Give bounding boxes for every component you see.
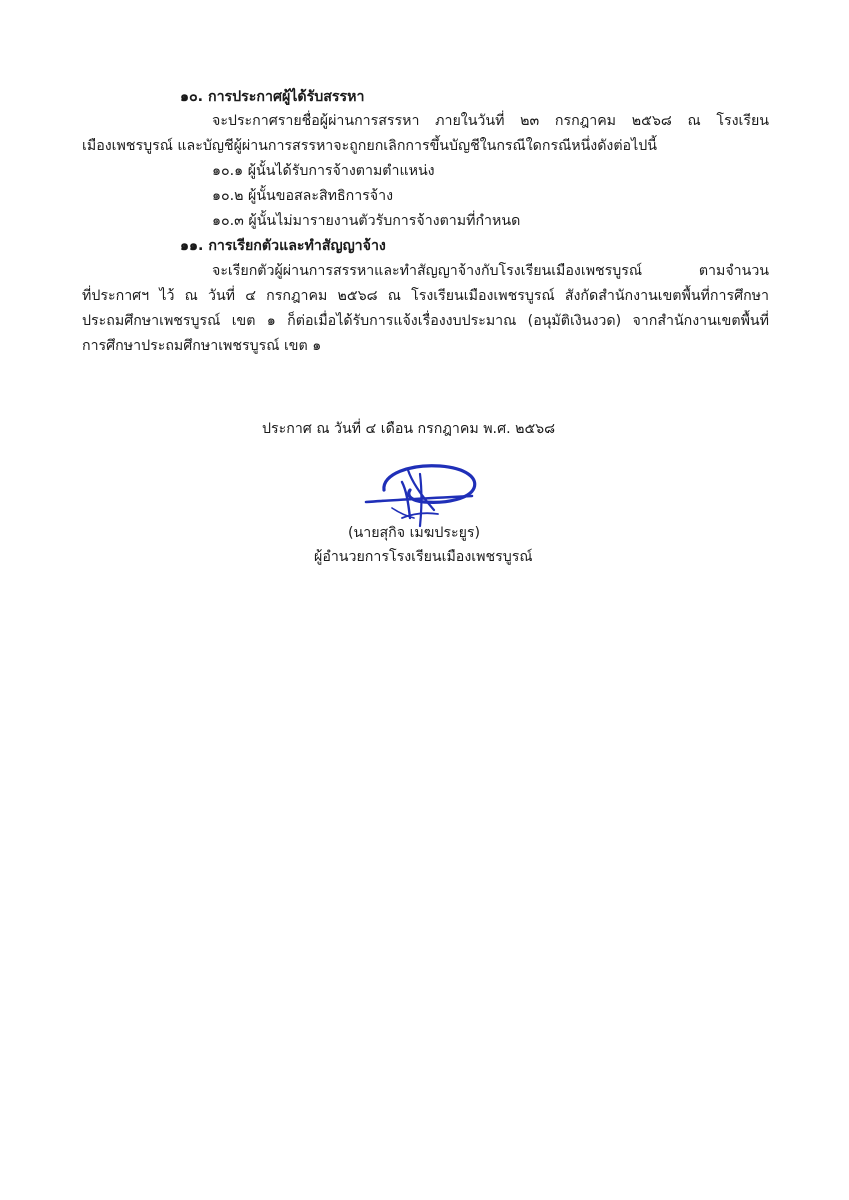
section-11-paragraph-line-2: ที่ประกาศฯ ไว้ ณ วันที่ ๔ กรกฎาคม ๒๕๖๘ ณ โรงเรียนเมืองเพชรบูรณ์ สังกัดสำนักงานเขตพื้นที่การศึกษา bbox=[82, 288, 769, 304]
signatory-name: (นายสุกิจ เมฆประยูร) bbox=[348, 525, 481, 541]
section-11-paragraph-line-1: จะเรียกตัวผู้ผ่านการสรรหาและทำสัญญาจ้างกับโรงเรียนเมืองเพชรบูรณ์ ตามจำนวน bbox=[212, 263, 769, 279]
section-11-paragraph-line-4: การศึกษาประถมศึกษาเพชรบูรณ์ เขต ๑ bbox=[82, 338, 322, 354]
section-10-item-1: ๑๐.๑ ผู้นั้นได้รับการจ้างตามตำแหน่ง bbox=[212, 163, 435, 179]
signatory-position: ผู้อำนวยการโรงเรียนเมืองเพชรบูรณ์ bbox=[314, 549, 533, 565]
section-10-paragraph-line-1: จะประกาศรายชื่อผู้ผ่านการสรรหา ภายในวันที่ ๒๓ กรกฎาคม ๒๕๖๘ ณ โรงเรียน bbox=[212, 113, 769, 129]
section-10-item-3: ๑๐.๓ ผู้นั้นไม่มารายงานตัวรับการจ้างตามที่กำหนด bbox=[212, 213, 521, 229]
section-10-paragraph-line-2: เมืองเพชรบูรณ์ และบัญชีผู้ผ่านการสรรหาจะถูกยกเลิกการขึ้นบัญชีในกรณีใดกรณีหนึ่งดังต่อไปนี้ bbox=[82, 138, 657, 154]
announcement-date: ประกาศ ณ วันที่ ๔ เดือน กรกฎาคม พ.ศ. ๒๕๖๘ bbox=[262, 421, 556, 437]
section-10-item-2: ๑๐.๒ ผู้นั้นขอสละสิทธิการจ้าง bbox=[212, 188, 393, 204]
section-10-heading: ๑๐. การประกาศผู้ได้รับสรรหา bbox=[180, 89, 365, 105]
section-11-paragraph-line-3: ประถมศึกษาเพชรบูรณ์ เขต ๑ ก็ต่อเมื่อได้รับการแจ้งเรื่องงบประมาณ (อนุมัติเงินงวด) จากสำนักงานเขตพื้นที่ bbox=[82, 313, 769, 329]
section-11-heading: ๑๑. การเรียกตัวและทำสัญญาจ้าง bbox=[180, 238, 386, 254]
